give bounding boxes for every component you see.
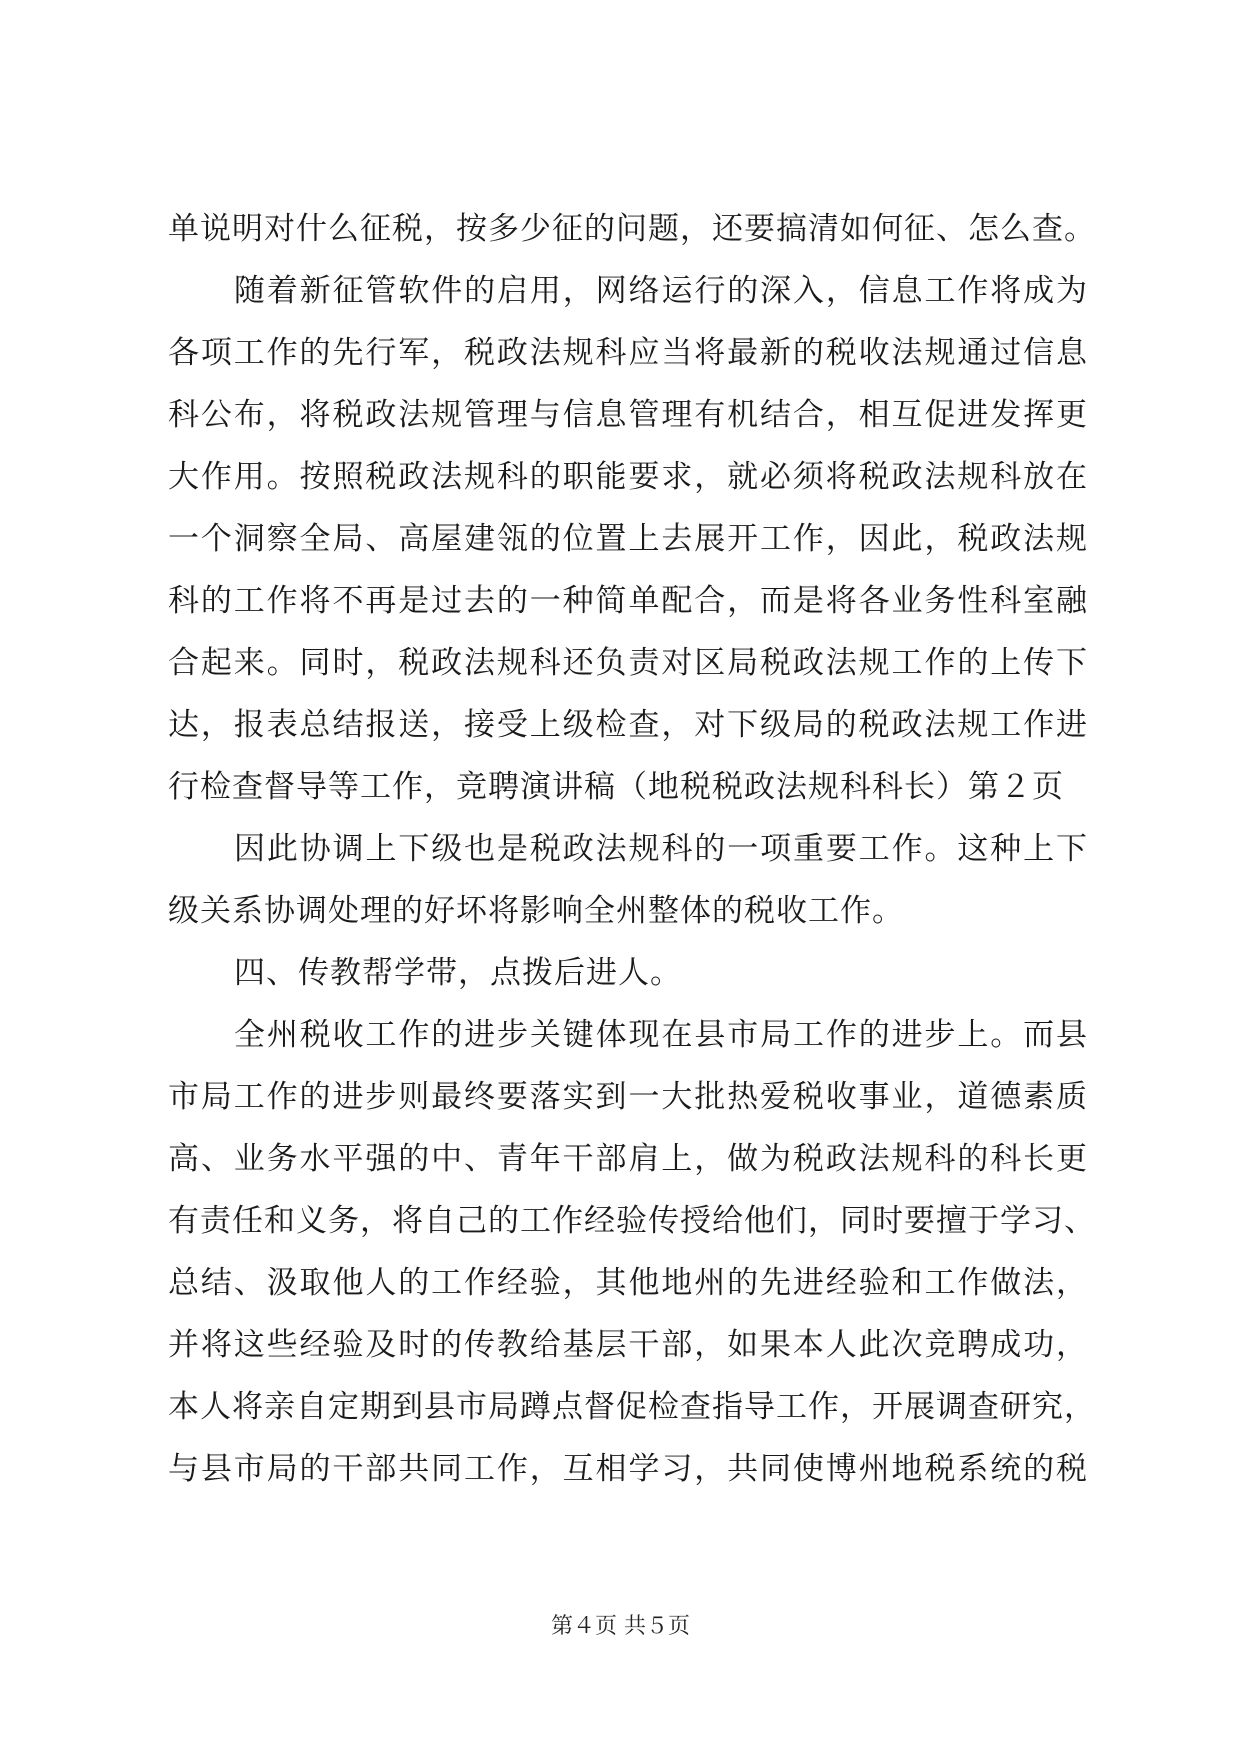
text-line: 随着新征管软件的启用，网络运行的深入，信息工作将成为: [234, 273, 1088, 309]
text-line: 达，报表总结报送，接受上级检查，对下级局的税政法规工作进: [168, 707, 1088, 743]
text-line: 单说明对什么征税，按多少征的问题，还要搞清如何征、怎么查。: [168, 211, 1096, 247]
text-line: 有责任和义务，将自己的工作经验传授给他们，同时要擅于学习、: [168, 1203, 1096, 1239]
text-line: 行检查督导等工作，竞聘演讲稿（地税税政法规科科长）第２页: [168, 769, 1064, 805]
text-line: 科公布，将税政法规管理与信息管理有机结合，相互促进发挥更: [168, 397, 1088, 433]
text-line: 四、传教帮学带，点拨后进人。: [234, 955, 682, 991]
text-line: 与县市局的干部共同工作，互相学习，共同使博州地税系统的税: [168, 1451, 1088, 1487]
text-line: 级关系协调处理的好坏将影响全州整体的税收工作。: [168, 893, 904, 929]
text-line: 高、业务水平强的中、青年干部肩上，做为税政法规科的科长更: [168, 1141, 1088, 1177]
text-line: 本人将亲自定期到县市局蹲点督促检查指导工作，开展调查研究，: [168, 1389, 1096, 1425]
text-line: 一个洞察全局、高屋建瓴的位置上去展开工作，因此，税政法规: [168, 521, 1088, 557]
text-line: 并将这些经验及时的传教给基层干部，如果本人此次竞聘成功，: [168, 1327, 1088, 1363]
text-line: 科的工作将不再是过去的一种简单配合，而是将各业务性科室融: [168, 583, 1088, 619]
text-line: 全州税收工作的进步关键体现在县市局工作的进步上。而县: [234, 1017, 1088, 1053]
text-line: 市局工作的进步则最终要落实到一大批热爱税收事业，道德素质: [168, 1079, 1088, 1115]
document-body: [168, 198, 1096, 1500]
text-line: 大作用。按照税政法规科的职能要求，就必须将税政法规科放在: [168, 459, 1088, 495]
page-footer: 第４页 共５页: [551, 1614, 690, 1639]
text-line: 总结、汲取他人的工作经验，其他地州的先进经验和工作做法，: [168, 1265, 1088, 1301]
text-line: 合起来。同时，税政法规科还负责对区局税政法规工作的上传下: [168, 645, 1088, 681]
text-line: 因此协调上下级也是税政法规科的一项重要工作。这种上下: [234, 831, 1088, 867]
text-line: 各项工作的先行军，税政法规科应当将最新的税收法规通过信息: [168, 335, 1088, 371]
